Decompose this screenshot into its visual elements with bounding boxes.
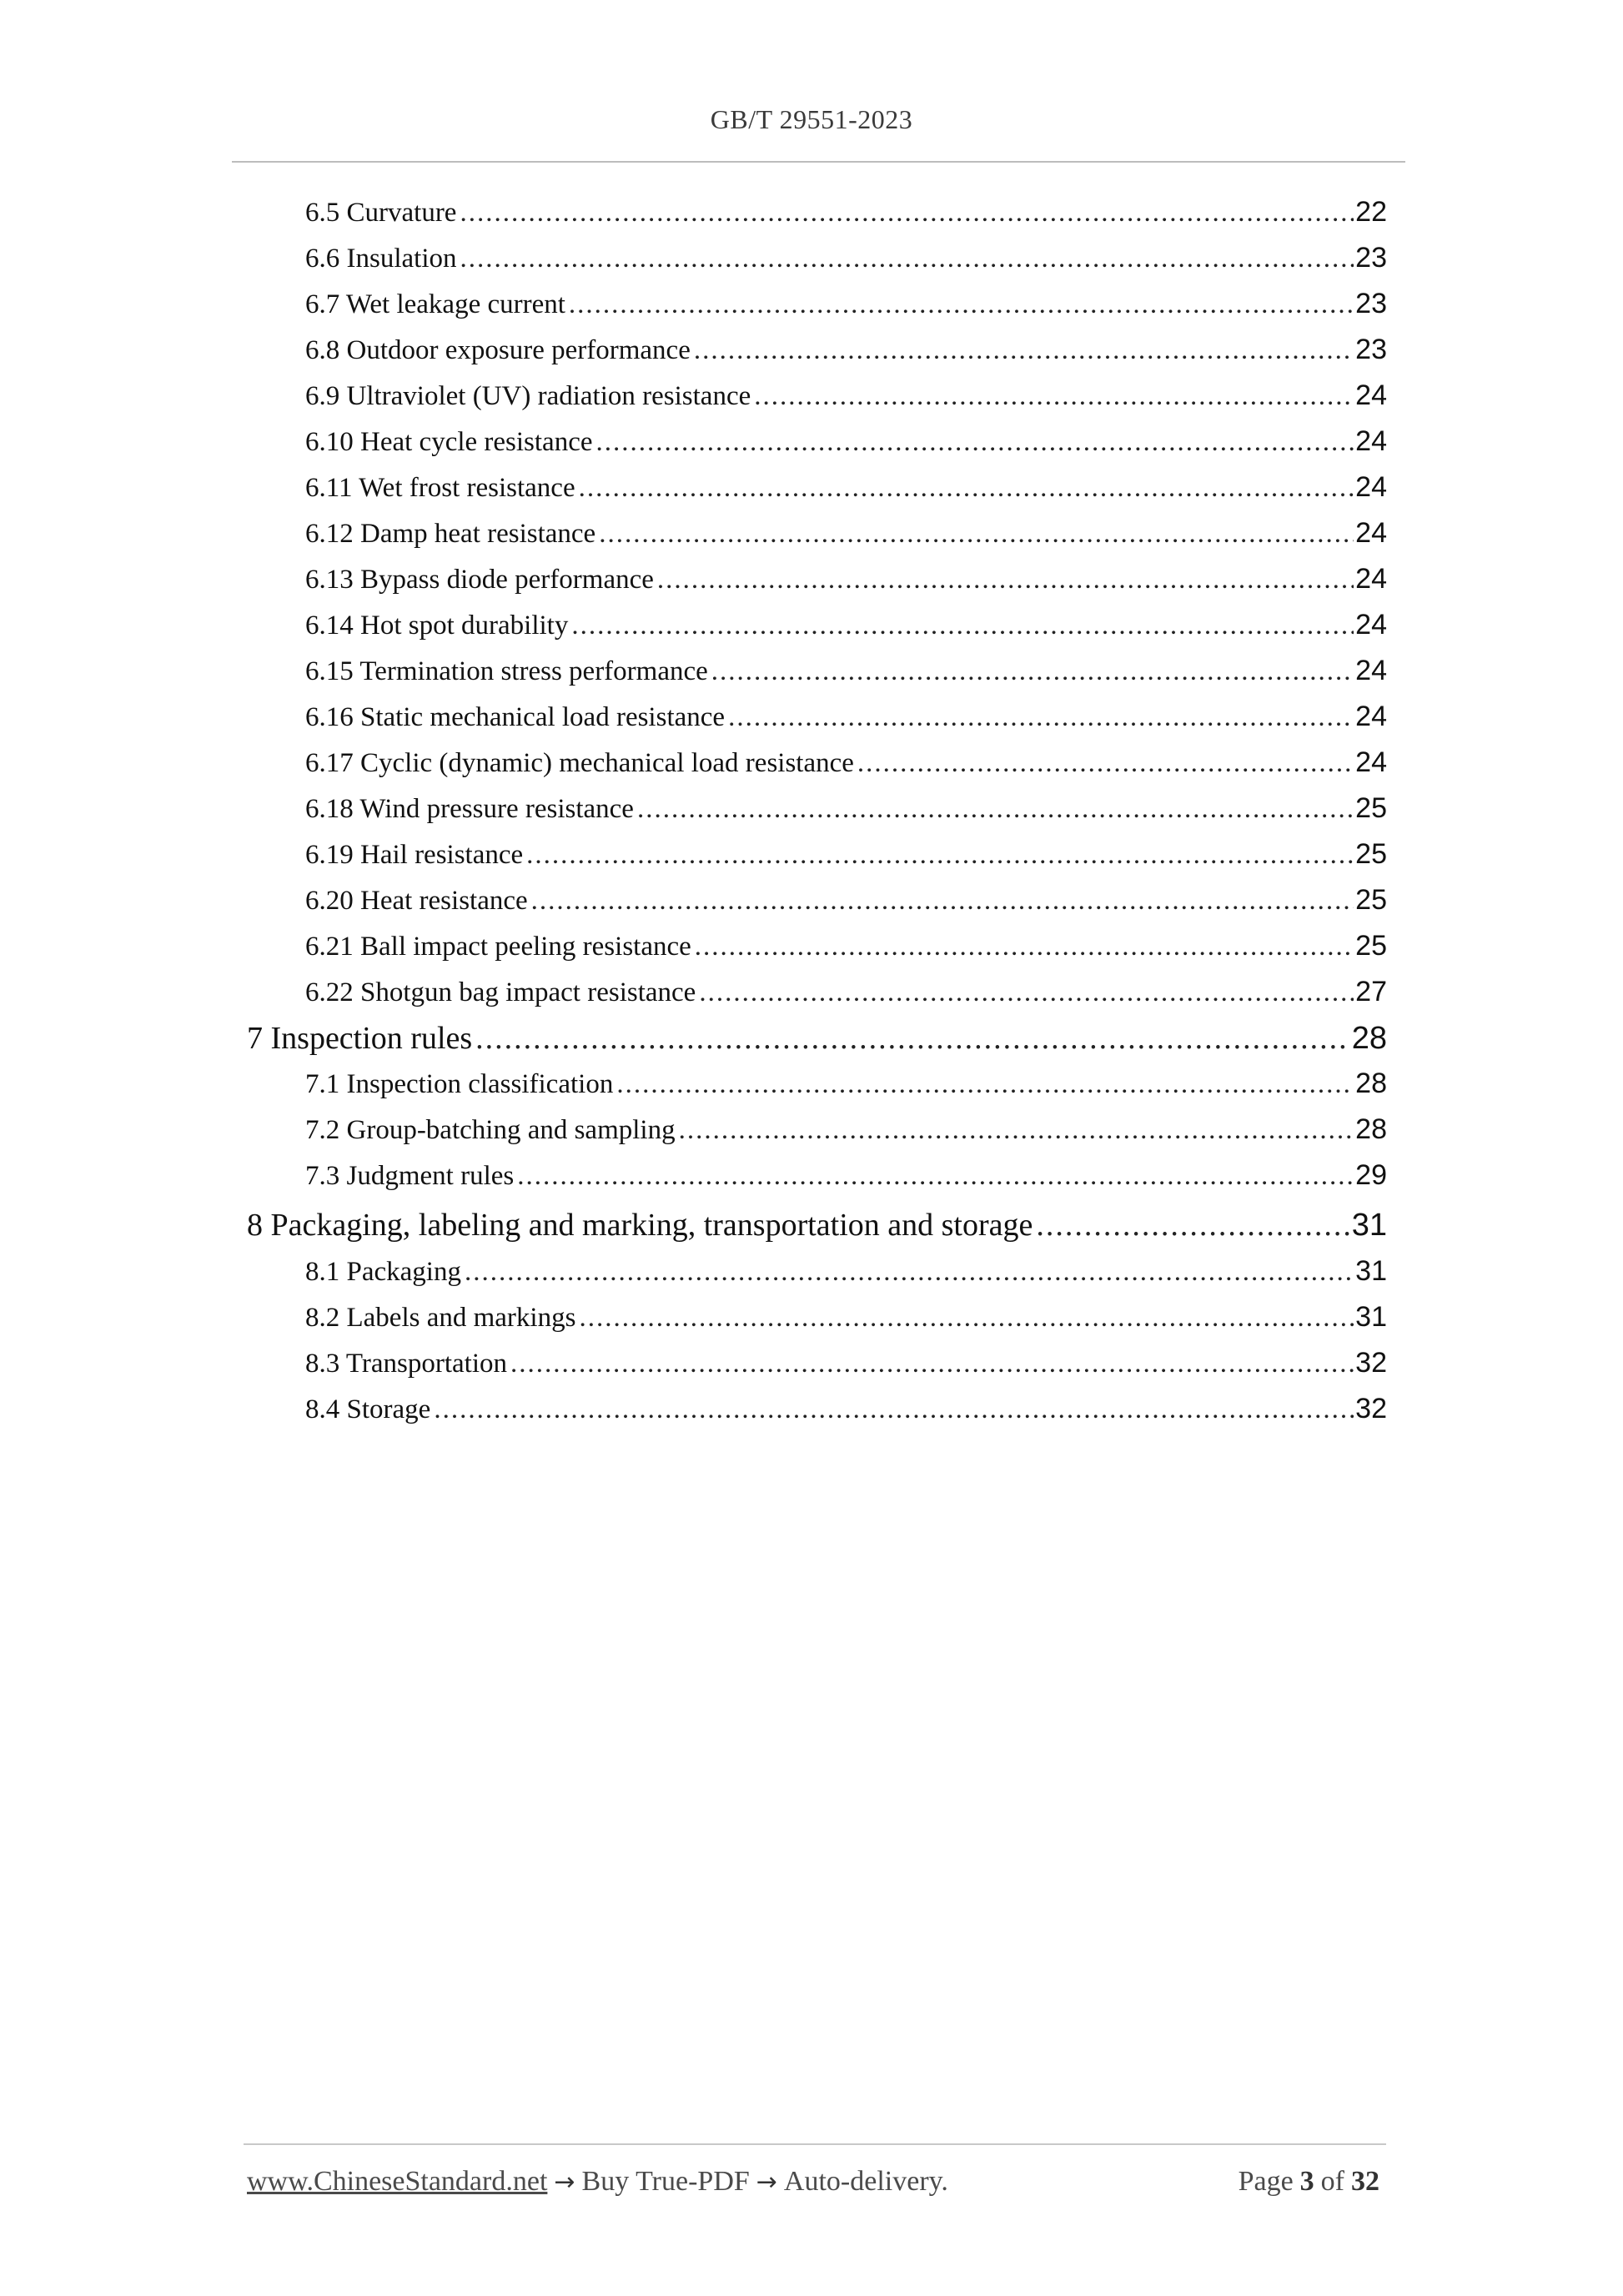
toc-entry-title: 8.3 Transportation	[305, 1349, 508, 1379]
toc-entry-page: 24	[1355, 746, 1387, 778]
toc-entry-page: 23	[1355, 334, 1387, 365]
page-number	[1239, 2166, 1386, 2198]
toc-dot-leader	[531, 886, 1354, 917]
toc-dot-leader	[517, 1161, 1354, 1192]
footer-divider	[244, 2143, 1386, 2145]
toc-section-entry[interactable]	[305, 425, 1387, 467]
toc-entry-page: 22	[1355, 196, 1387, 228]
page-total: 32	[1351, 2166, 1379, 2197]
toc-section-entry[interactable]	[305, 1159, 1387, 1201]
toc-dot-leader	[637, 794, 1354, 825]
toc-section-entry[interactable]	[305, 379, 1387, 421]
toc-entry-title: 6.10 Heat cycle resistance	[305, 427, 593, 457]
toc-section-entry[interactable]	[305, 746, 1387, 788]
toc-entry-page: 28	[1351, 1021, 1387, 1056]
right-arrow-icon: →	[554, 2168, 575, 2197]
toc-dot-leader	[616, 1069, 1354, 1100]
toc-dot-leader	[711, 656, 1354, 687]
toc-entry-title: 6.11 Wet frost resistance	[305, 473, 575, 503]
toc-entry-page: 24	[1355, 655, 1387, 686]
toc-dot-leader	[465, 1257, 1354, 1288]
toc-section-entry[interactable]	[305, 1301, 1387, 1343]
toc-dot-leader	[679, 1115, 1354, 1146]
toc-entry-page: 24	[1355, 609, 1387, 641]
toc-entry-page: 31	[1355, 1255, 1387, 1287]
toc-entry-page: 28	[1355, 1113, 1387, 1145]
toc-entry-title: 6.8 Outdoor exposure performance	[305, 335, 691, 365]
toc-entry-title: 8.4 Storage	[305, 1394, 431, 1424]
toc-entry-page: 28	[1355, 1068, 1387, 1099]
toc-section-entry[interactable]	[305, 1347, 1387, 1389]
toc-entry-page: 24	[1355, 563, 1387, 595]
toc-entry-page: 24	[1355, 471, 1387, 503]
page-footer	[247, 2166, 1386, 2208]
toc-entry-title: 6.9 Ultraviolet (UV) radiation resistance	[305, 381, 751, 411]
footer-promo	[247, 2166, 948, 2198]
toc-entry-page: 27	[1355, 976, 1387, 1007]
toc-dot-leader	[579, 1303, 1354, 1334]
toc-section-entry[interactable]	[305, 609, 1387, 651]
toc-dot-leader	[579, 473, 1354, 504]
buy-true-pdf-text: Buy True-PDF	[581, 2166, 750, 2197]
header-divider	[232, 161, 1405, 163]
toc-section-entry[interactable]	[305, 838, 1387, 880]
toc-entry-page: 31	[1355, 1301, 1387, 1333]
toc-chapter-entry[interactable]	[247, 1207, 1387, 1254]
toc-section-entry[interactable]	[305, 334, 1387, 375]
toc-section-entry[interactable]	[305, 517, 1387, 559]
running-header: GB/T 29551-2023	[710, 104, 913, 134]
toc-entry-page: 31	[1351, 1208, 1387, 1243]
toc-section-entry[interactable]	[305, 884, 1387, 926]
page-label: Page	[1238, 2166, 1294, 2197]
toc-entry-page: 25	[1355, 792, 1387, 824]
toc-entry-title: 6.16 Static mechanical load resistance	[305, 702, 726, 732]
toc-entry-page: 32	[1355, 1347, 1387, 1379]
toc-entry-page: 25	[1355, 930, 1387, 962]
toc-section-entry[interactable]	[305, 976, 1387, 1017]
toc-entry-title: 6.5 Curvature	[305, 198, 457, 228]
toc-dot-leader	[434, 1394, 1354, 1425]
toc-entry-title: 7 Inspection rules	[247, 1021, 473, 1056]
toc-dot-leader	[728, 702, 1354, 733]
toc-section-entry[interactable]	[305, 1113, 1387, 1155]
toc-section-entry[interactable]	[305, 1393, 1387, 1434]
toc-section-entry[interactable]	[305, 655, 1387, 696]
toc-section-entry[interactable]	[305, 196, 1387, 238]
toc-entry-title: 6.22 Shotgun bag impact resistance	[305, 977, 696, 1007]
toc-dot-leader	[475, 1020, 1350, 1057]
toc-entry-title: 8.2 Labels and markings	[305, 1303, 576, 1333]
toc-dot-leader	[694, 335, 1354, 366]
toc-dot-leader	[526, 840, 1354, 871]
page-current: 3	[1299, 2166, 1314, 2197]
toc-entry-page: 25	[1355, 884, 1387, 916]
right-arrow-icon: →	[756, 2168, 777, 2197]
toc-dot-leader	[460, 198, 1354, 229]
toc-entry-page: 23	[1355, 242, 1387, 274]
toc-dot-leader	[571, 610, 1354, 641]
toc-entry-title: 7.3 Judgment rules	[305, 1161, 515, 1191]
auto-delivery-text: Auto-delivery.	[783, 2166, 948, 2197]
toc-chapter-entry[interactable]	[247, 1020, 1387, 1067]
toc-section-entry[interactable]	[305, 288, 1387, 329]
page-of-label: of	[1320, 2166, 1344, 2197]
toc-dot-leader	[569, 289, 1354, 320]
toc-entry-page: 29	[1355, 1159, 1387, 1191]
toc-entry-title: 7.1 Inspection classification	[305, 1069, 614, 1099]
toc-entry-page: 24	[1355, 701, 1387, 732]
toc-dot-leader	[695, 932, 1354, 962]
toc-dot-leader	[460, 244, 1354, 274]
toc-entry-title: 8.1 Packaging	[305, 1257, 461, 1287]
toc-dot-leader	[657, 565, 1354, 595]
toc-section-entry[interactable]	[305, 701, 1387, 742]
toc-section-entry[interactable]	[305, 242, 1387, 284]
toc-section-entry[interactable]	[305, 1068, 1387, 1109]
toc-entry-title: 8 Packaging, labeling and marking, transportation and storage	[247, 1208, 1033, 1243]
toc-entry-title: 6.15 Termination stress performance	[305, 656, 708, 686]
toc-entry-page: 32	[1355, 1393, 1387, 1424]
toc-entry-title: 6.18 Wind pressure resistance	[305, 794, 634, 824]
toc-entry-title: 6.14 Hot spot durability	[305, 610, 569, 641]
toc-dot-leader	[754, 381, 1354, 412]
toc-section-entry[interactable]	[305, 563, 1387, 605]
toc-dot-leader	[857, 748, 1354, 779]
toc-dot-leader	[699, 977, 1354, 1008]
toc-entry-title: 6.21 Ball impact peeling resistance	[305, 932, 691, 962]
toc-entry-page: 24	[1355, 517, 1387, 549]
toc-dot-leader	[510, 1349, 1354, 1379]
site-link[interactable]: www.ChineseStandard.net	[247, 2166, 548, 2197]
toc-section-entry[interactable]	[305, 1255, 1387, 1297]
toc-dot-leader	[596, 427, 1354, 458]
toc-entry-page: 24	[1355, 379, 1387, 411]
toc-entry-page: 23	[1355, 288, 1387, 319]
toc-entry-title: 6.13 Bypass diode performance	[305, 565, 654, 595]
toc-entry-title: 6.6 Insulation	[305, 244, 457, 274]
toc-entry-page: 25	[1355, 838, 1387, 870]
toc-section-entry[interactable]	[305, 471, 1387, 513]
toc-entry-title: 6.20 Heat resistance	[305, 886, 528, 916]
toc-entry-title: 6.12 Damp heat resistance	[305, 519, 596, 549]
toc-dot-leader	[599, 519, 1354, 550]
toc-entry-title: 6.19 Hail resistance	[305, 840, 524, 870]
toc-entry-page: 24	[1355, 425, 1387, 457]
toc-entry-title: 6.17 Cyclic (dynamic) mechanical load resistance	[305, 748, 854, 778]
toc-entry-title: 7.2 Group-batching and sampling	[305, 1115, 676, 1145]
toc-section-entry[interactable]	[305, 792, 1387, 834]
toc-section-entry[interactable]	[305, 930, 1387, 972]
toc-entry-title: 6.7 Wet leakage current	[305, 289, 565, 319]
toc-dot-leader	[1036, 1207, 1349, 1243]
